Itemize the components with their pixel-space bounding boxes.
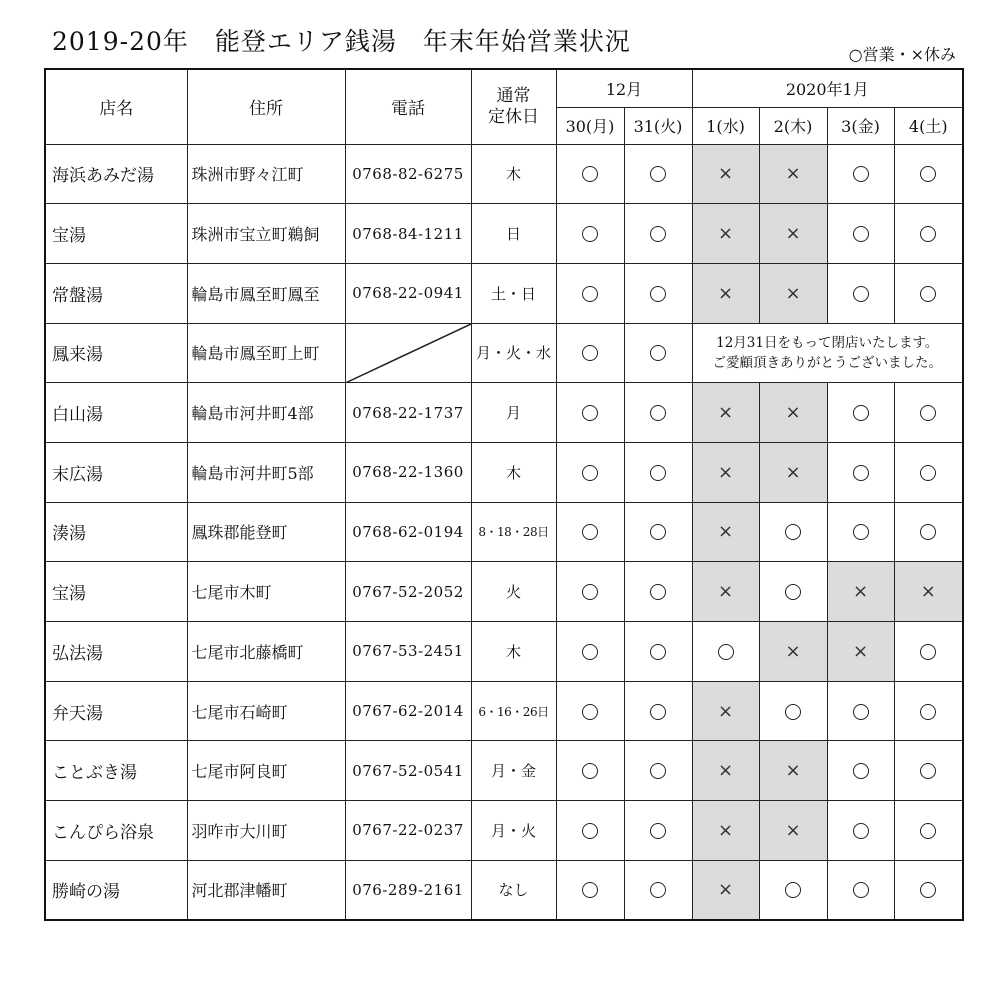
status-closed bbox=[759, 383, 827, 443]
table-row bbox=[45, 741, 963, 801]
cross-icon: × bbox=[785, 163, 801, 185]
regular-holiday: 月・火 bbox=[471, 801, 556, 861]
shop-name: 常盤湯 bbox=[45, 263, 187, 323]
circle-icon bbox=[785, 524, 801, 540]
circle-icon bbox=[582, 166, 598, 182]
shop-name: 勝崎の湯 bbox=[45, 860, 187, 920]
status-open bbox=[894, 263, 963, 323]
circle-icon bbox=[582, 524, 598, 540]
shop-phone: 0768-82-6275 bbox=[345, 144, 471, 204]
status-open bbox=[624, 741, 692, 801]
status-closed bbox=[692, 442, 759, 502]
circle-icon bbox=[650, 465, 666, 481]
status-closed bbox=[759, 204, 827, 264]
regular-holiday: 木 bbox=[471, 622, 556, 682]
circle-icon bbox=[920, 704, 936, 720]
status-open bbox=[759, 562, 827, 622]
circle-icon bbox=[853, 465, 869, 481]
header-day: 3(金) bbox=[827, 107, 894, 144]
cross-icon: × bbox=[717, 223, 734, 245]
shop-address: 七尾市木町 bbox=[187, 562, 345, 622]
regular-holiday: 土・日 bbox=[471, 263, 556, 323]
circle-icon bbox=[718, 644, 734, 660]
page-title: 2019-20年 能登エリア銭湯 年末年始営業状況 bbox=[52, 27, 631, 56]
status-open bbox=[759, 860, 827, 920]
status-open bbox=[894, 801, 963, 861]
circle-icon bbox=[785, 584, 801, 600]
status-open bbox=[894, 502, 963, 562]
shop-phone: 0768-22-1737 bbox=[345, 383, 471, 443]
shop-phone-empty bbox=[345, 323, 471, 383]
status-closed bbox=[827, 562, 894, 622]
status-closed bbox=[894, 562, 963, 622]
header-holiday-line2: 定休日 bbox=[488, 106, 539, 127]
header-day: 1(水) bbox=[692, 107, 759, 144]
status-closed bbox=[692, 263, 759, 323]
circle-icon bbox=[920, 524, 936, 540]
regular-holiday: 月・火・水 bbox=[471, 323, 556, 383]
header-day: 30(月) bbox=[556, 107, 624, 144]
status-closed bbox=[692, 801, 759, 861]
cross-icon: × bbox=[717, 819, 734, 841]
cross-icon: × bbox=[717, 760, 734, 782]
cross-icon: × bbox=[717, 700, 734, 722]
status-open bbox=[624, 801, 692, 861]
status-open bbox=[827, 681, 894, 741]
table-row bbox=[45, 323, 963, 383]
status-open bbox=[894, 144, 963, 204]
circle-icon bbox=[853, 286, 869, 302]
status-open bbox=[624, 860, 692, 920]
regular-holiday: 6・16・26日 bbox=[471, 681, 556, 741]
circle-icon bbox=[920, 644, 936, 660]
schedule-table bbox=[44, 68, 964, 921]
circle-icon bbox=[650, 166, 666, 182]
shop-address: 輪島市河井町5部 bbox=[187, 442, 345, 502]
circle-icon bbox=[582, 704, 598, 720]
regular-holiday: 木 bbox=[471, 442, 556, 502]
status-closed bbox=[759, 442, 827, 502]
shop-name: 宝湯 bbox=[45, 204, 187, 264]
header-day: 31(火) bbox=[624, 107, 692, 144]
status-closed bbox=[759, 144, 827, 204]
cross-icon: × bbox=[717, 521, 734, 543]
circle-icon bbox=[650, 345, 666, 361]
status-open bbox=[556, 741, 624, 801]
status-open bbox=[759, 681, 827, 741]
header-day: 2(木) bbox=[759, 107, 827, 144]
shop-name: 弘法湯 bbox=[45, 622, 187, 682]
status-closed bbox=[692, 204, 759, 264]
shop-address: 珠洲市宝立町鵜飼 bbox=[187, 204, 345, 264]
header-holiday bbox=[471, 69, 556, 144]
status-open bbox=[624, 622, 692, 682]
shop-name: こんぴら浴泉 bbox=[45, 801, 187, 861]
status-open bbox=[624, 323, 692, 383]
status-open bbox=[894, 204, 963, 264]
circle-icon bbox=[920, 823, 936, 839]
circle-icon bbox=[650, 405, 666, 421]
status-open bbox=[556, 383, 624, 443]
cross-icon: × bbox=[785, 461, 801, 483]
shop-name: 鳳来湯 bbox=[45, 323, 187, 383]
status-closed bbox=[692, 860, 759, 920]
shop-address: 羽咋市大川町 bbox=[187, 801, 345, 861]
regular-holiday: 日 bbox=[471, 204, 556, 264]
header-month-jan: 2020年1月 bbox=[692, 69, 963, 107]
status-open bbox=[556, 204, 624, 264]
circle-icon bbox=[853, 226, 869, 242]
circle-icon bbox=[920, 882, 936, 898]
status-open bbox=[624, 681, 692, 741]
regular-holiday: なし bbox=[471, 860, 556, 920]
circle-icon bbox=[650, 882, 666, 898]
regular-holiday: 月 bbox=[471, 383, 556, 443]
status-open bbox=[894, 741, 963, 801]
table-row bbox=[45, 860, 963, 920]
status-open bbox=[827, 860, 894, 920]
status-open bbox=[827, 442, 894, 502]
table-row bbox=[45, 144, 963, 204]
shop-address: 河北郡津幡町 bbox=[187, 860, 345, 920]
circle-icon bbox=[582, 286, 598, 302]
table-row bbox=[45, 681, 963, 741]
circle-icon bbox=[650, 763, 666, 779]
circle-icon bbox=[582, 226, 598, 242]
table-row bbox=[45, 562, 963, 622]
status-closed bbox=[692, 144, 759, 204]
shop-address: 七尾市北藤橋町 bbox=[187, 622, 345, 682]
circle-icon bbox=[650, 286, 666, 302]
status-open bbox=[556, 263, 624, 323]
circle-icon bbox=[582, 584, 598, 600]
circle-icon bbox=[582, 345, 598, 361]
status-open bbox=[556, 144, 624, 204]
shop-address: 七尾市阿良町 bbox=[187, 741, 345, 801]
regular-holiday: 月・金 bbox=[471, 741, 556, 801]
shop-name: 弁天湯 bbox=[45, 681, 187, 741]
table-row bbox=[45, 801, 963, 861]
circle-icon bbox=[920, 166, 936, 182]
diagonal-line bbox=[346, 324, 471, 383]
cross-icon: × bbox=[785, 223, 801, 245]
circle-icon bbox=[650, 226, 666, 242]
circle-icon bbox=[785, 704, 801, 720]
shop-phone: 0768-84-1211 bbox=[345, 204, 471, 264]
regular-holiday: 8・18・28日 bbox=[471, 502, 556, 562]
status-open bbox=[624, 204, 692, 264]
status-open bbox=[624, 144, 692, 204]
header-shop: 店名 bbox=[45, 69, 187, 144]
closure-notice-line2: ご愛顧頂きありがとうございました。 bbox=[712, 354, 943, 371]
header-month-dec: 12月 bbox=[556, 69, 692, 107]
status-open bbox=[624, 442, 692, 502]
status-open bbox=[759, 502, 827, 562]
cross-icon: × bbox=[785, 760, 801, 782]
status-closed bbox=[692, 502, 759, 562]
status-open bbox=[894, 622, 963, 682]
shop-address: 輪島市鳳至町上町 bbox=[187, 323, 345, 383]
shop-phone: 0767-62-2014 bbox=[345, 681, 471, 741]
circle-icon bbox=[853, 166, 869, 182]
shop-name: 湊湯 bbox=[45, 502, 187, 562]
status-closed bbox=[759, 263, 827, 323]
legend: ○営業・×休み bbox=[848, 45, 956, 64]
cross-icon: × bbox=[852, 640, 869, 662]
table-row bbox=[45, 204, 963, 264]
circle-icon bbox=[582, 644, 598, 660]
circle-icon bbox=[650, 704, 666, 720]
cross-icon: × bbox=[785, 640, 801, 662]
status-open bbox=[556, 622, 624, 682]
circle-icon bbox=[853, 405, 869, 421]
status-open bbox=[894, 383, 963, 443]
status-open bbox=[894, 860, 963, 920]
circle-icon bbox=[650, 644, 666, 660]
shop-address: 珠洲市野々江町 bbox=[187, 144, 345, 204]
shop-phone: 0768-22-1360 bbox=[345, 442, 471, 502]
cross-icon: × bbox=[717, 282, 734, 304]
circle-icon bbox=[650, 584, 666, 600]
circle-icon bbox=[853, 882, 869, 898]
circle-icon bbox=[785, 882, 801, 898]
cross-icon: × bbox=[785, 819, 801, 841]
circle-icon bbox=[920, 226, 936, 242]
shop-phone: 0767-22-0237 bbox=[345, 801, 471, 861]
status-open bbox=[827, 801, 894, 861]
shop-address: 鳳珠郡能登町 bbox=[187, 502, 345, 562]
cross-icon: × bbox=[717, 461, 734, 483]
header-address: 住所 bbox=[187, 69, 345, 144]
shop-phone: 0768-62-0194 bbox=[345, 502, 471, 562]
shop-phone: 0768-22-0941 bbox=[345, 263, 471, 323]
header-holiday-line1: 通常 bbox=[496, 85, 531, 106]
status-open bbox=[827, 383, 894, 443]
status-open bbox=[827, 144, 894, 204]
table-row bbox=[45, 263, 963, 323]
status-open bbox=[556, 323, 624, 383]
status-open bbox=[827, 263, 894, 323]
status-closed bbox=[692, 562, 759, 622]
status-open bbox=[894, 681, 963, 741]
status-closed bbox=[759, 622, 827, 682]
circle-icon bbox=[920, 763, 936, 779]
header-phone: 電話 bbox=[345, 69, 471, 144]
shop-address: 輪島市鳳至町鳳至 bbox=[187, 263, 345, 323]
table-row bbox=[45, 383, 963, 443]
status-open bbox=[556, 562, 624, 622]
cross-icon: × bbox=[717, 581, 734, 603]
circle-icon bbox=[650, 823, 666, 839]
shop-phone: 076-289-2161 bbox=[345, 860, 471, 920]
closure-notice-line1: 12月31日をもって閉店いたします。 bbox=[716, 334, 939, 351]
circle-icon bbox=[582, 823, 598, 839]
shop-name: 海浜あみだ湯 bbox=[45, 144, 187, 204]
circle-icon bbox=[853, 704, 869, 720]
circle-icon bbox=[920, 286, 936, 302]
shop-name: ことぶき湯 bbox=[45, 741, 187, 801]
circle-icon bbox=[920, 405, 936, 421]
status-open bbox=[692, 622, 759, 682]
status-open bbox=[624, 263, 692, 323]
circle-icon bbox=[853, 823, 869, 839]
status-open bbox=[624, 562, 692, 622]
cross-icon: × bbox=[717, 402, 734, 424]
table-row bbox=[45, 502, 963, 562]
circle-icon bbox=[582, 763, 598, 779]
status-closed bbox=[692, 383, 759, 443]
circle-icon bbox=[650, 524, 666, 540]
status-open bbox=[556, 442, 624, 502]
regular-holiday: 木 bbox=[471, 144, 556, 204]
cross-icon: × bbox=[852, 581, 869, 603]
closure-notice bbox=[692, 323, 963, 383]
shop-name: 末広湯 bbox=[45, 442, 187, 502]
status-closed bbox=[759, 801, 827, 861]
status-open bbox=[556, 681, 624, 741]
shop-name: 白山湯 bbox=[45, 383, 187, 443]
circle-icon bbox=[920, 465, 936, 481]
status-open bbox=[556, 860, 624, 920]
circle-icon bbox=[582, 405, 598, 421]
shop-address: 輪島市河井町4部 bbox=[187, 383, 345, 443]
shop-address: 七尾市石崎町 bbox=[187, 681, 345, 741]
status-closed bbox=[759, 741, 827, 801]
cross-icon: × bbox=[785, 402, 801, 424]
status-closed bbox=[827, 622, 894, 682]
shop-name: 宝湯 bbox=[45, 562, 187, 622]
circle-icon bbox=[582, 465, 598, 481]
status-open bbox=[827, 204, 894, 264]
status-open bbox=[827, 502, 894, 562]
regular-holiday: 火 bbox=[471, 562, 556, 622]
shop-phone: 0767-52-0541 bbox=[345, 741, 471, 801]
status-open bbox=[556, 502, 624, 562]
status-open bbox=[827, 741, 894, 801]
header-day: 4(土) bbox=[894, 107, 963, 144]
status-open bbox=[556, 801, 624, 861]
status-closed bbox=[692, 741, 759, 801]
circle-icon bbox=[582, 882, 598, 898]
table-row bbox=[45, 622, 963, 682]
table-row bbox=[45, 442, 963, 502]
status-closed bbox=[692, 681, 759, 741]
shop-phone: 0767-52-2052 bbox=[345, 562, 471, 622]
cross-icon: × bbox=[920, 581, 936, 603]
cross-icon: × bbox=[717, 879, 734, 901]
status-open bbox=[894, 442, 963, 502]
circle-icon bbox=[853, 763, 869, 779]
cross-icon: × bbox=[785, 282, 801, 304]
shop-phone: 0767-53-2451 bbox=[345, 622, 471, 682]
circle-icon bbox=[853, 524, 869, 540]
status-open bbox=[624, 502, 692, 562]
cross-icon: × bbox=[717, 163, 734, 185]
status-open bbox=[624, 383, 692, 443]
